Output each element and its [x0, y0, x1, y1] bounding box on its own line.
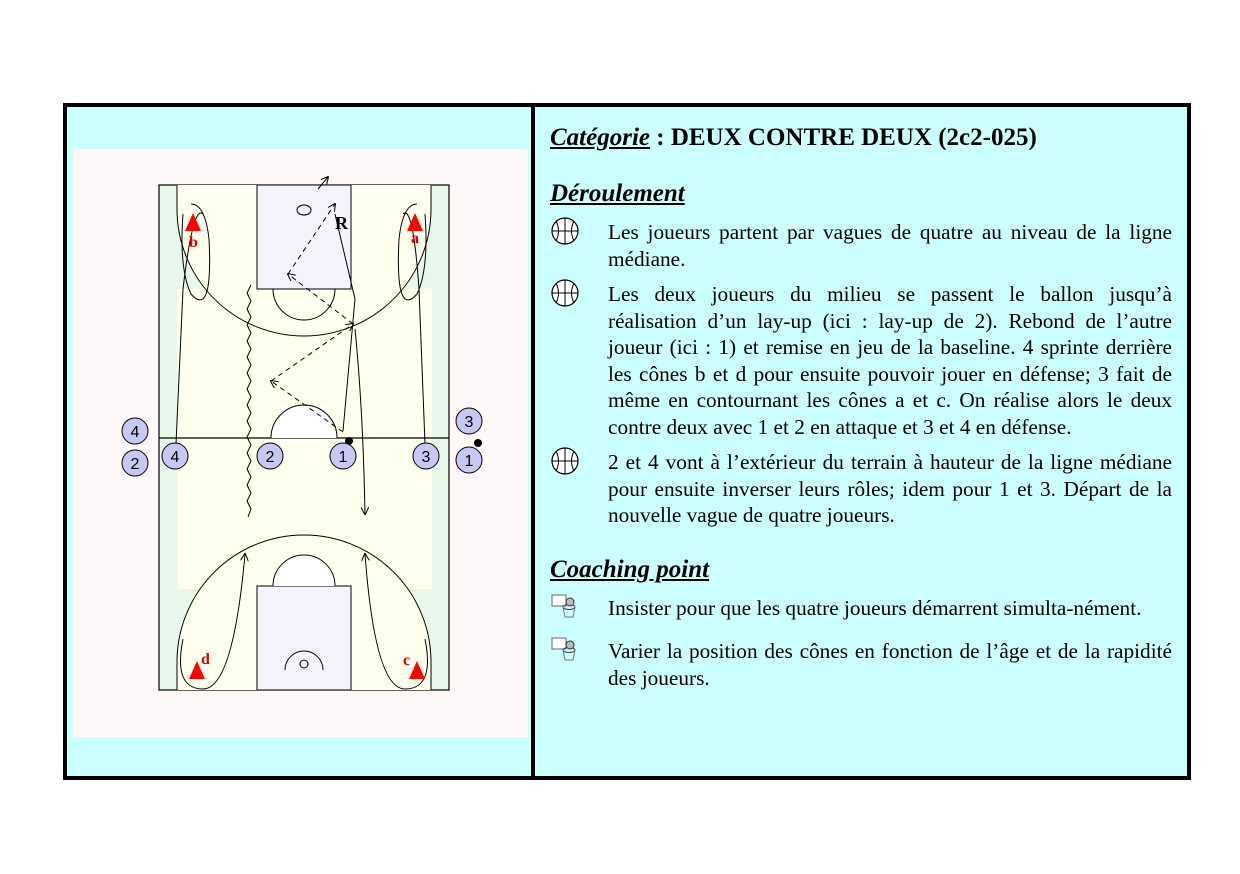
- basketball-icon: [550, 278, 580, 308]
- key-bottom: [257, 586, 351, 690]
- outside-player-4: [122, 418, 148, 444]
- deroulement-text-3: 2 et 4 vont à l’extérieur du terrain à hauteur de la ligne médiane pour ensuite inverser leurs rôles; idem pour 1 et 3. Départ de la nouvelle vague de quatre joueurs.: [608, 450, 1172, 527]
- outside-player-1: [456, 447, 482, 473]
- drill-card: [63, 103, 1191, 780]
- player-4: [162, 443, 188, 469]
- drill-diagram: [73, 149, 528, 737]
- player-1: [330, 443, 356, 469]
- deroulement-text-1: Les joueurs partent par vagues de quatre au niveau de la ligne médiane.: [608, 220, 1172, 271]
- svg-text:4: 4: [130, 424, 140, 441]
- svg-text:3: 3: [421, 449, 431, 466]
- coaching-text-1: Insister pour que les quatre joueurs démarrent simulta-nément.: [608, 595, 1142, 620]
- category-line: [550, 123, 1172, 153]
- list-item: [550, 281, 1172, 440]
- deroulement-text-2: Les deux joueurs du milieu se passent le ballon jusqu’à réalisation d’un lay-up (ici : lay-up de 2). Rebond de l’autre joueur (ici : 1) et remise en jeu de la baseline. 4 sprinte derrière les cônes b et d pour ensuite pouvoir jouer en défense; 3 fait de même en contournant les cônes a et c. On réalise alors le deux contre deux avec 1 et 2 en attaque et 3 et 4 en défense.: [608, 282, 1172, 439]
- cone-label-c: c: [403, 652, 411, 669]
- hoop-icon: [550, 592, 580, 622]
- list-item: [550, 638, 1172, 691]
- outside-player-2: [122, 450, 148, 476]
- hoop-icon: [550, 635, 580, 665]
- coaching-text-2: Varier la position des cônes en fonction de l’âge et de la rapidité des joueurs.: [608, 639, 1172, 690]
- basketball-icon: [550, 216, 580, 246]
- drill-description: [550, 123, 1172, 691]
- basketball-icon: [550, 446, 580, 476]
- cone-label-d: d: [201, 651, 210, 668]
- svg-text:3: 3: [464, 414, 474, 431]
- cone-label-b: b: [189, 234, 198, 251]
- ball-outside: [474, 439, 482, 447]
- category-label: Catégorie: [550, 124, 650, 151]
- deroulement-title: Déroulement: [550, 180, 685, 207]
- svg-text:2: 2: [130, 456, 140, 473]
- category-separator: :: [650, 124, 671, 151]
- player-2: [257, 443, 283, 469]
- category-value: DEUX CONTRE DEUX (2c2-025): [670, 124, 1037, 151]
- svg-text:2: 2: [265, 449, 275, 466]
- cone-label-a: a: [411, 230, 419, 247]
- list-item: [550, 449, 1172, 529]
- list-item: [550, 595, 1172, 622]
- rebound-label: R: [335, 213, 348, 233]
- list-item: [550, 219, 1172, 272]
- deroulement-list: [550, 219, 1172, 529]
- svg-text:1: 1: [338, 449, 348, 466]
- court-diagram: [73, 149, 528, 737]
- coaching-list: [550, 595, 1172, 692]
- svg-text:1: 1: [464, 453, 474, 470]
- key-top: [257, 185, 351, 289]
- coaching-title: Coaching point: [550, 555, 710, 583]
- column-divider: [531, 107, 535, 776]
- svg-text:4: 4: [170, 449, 180, 466]
- player-3: [413, 443, 439, 469]
- outside-player-3: [456, 408, 482, 434]
